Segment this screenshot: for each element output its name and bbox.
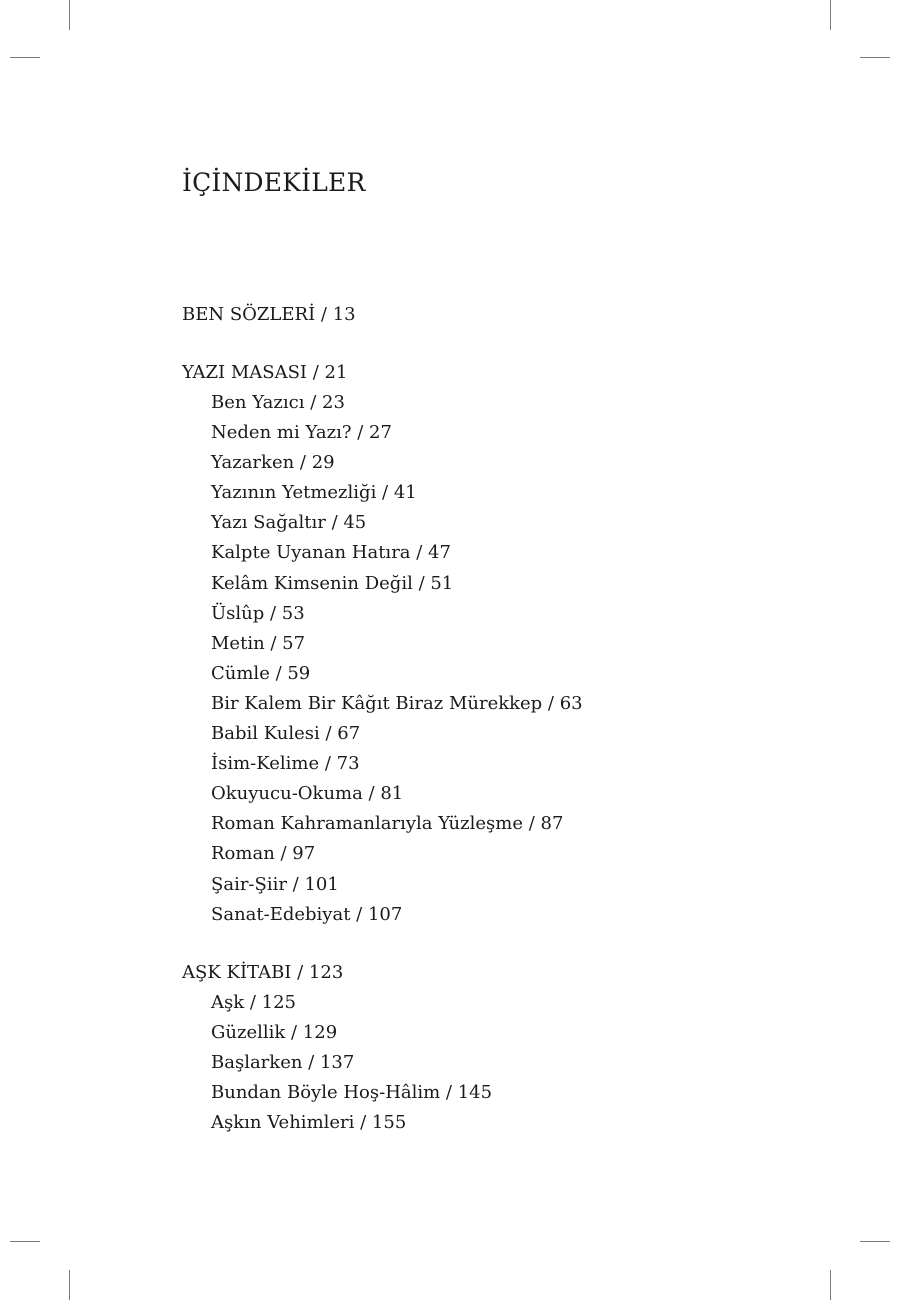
toc-entry: Kalpte Uyanan Hatıra / 47 (211, 542, 451, 564)
toc-entry: Güzellik / 129 (211, 1021, 338, 1043)
toc-entry: Okuyucu-Okuma / 81 (211, 783, 404, 805)
toc-entry: Bir Kalem Bir Kâğıt Biraz Mürekkep / 63 (211, 692, 583, 714)
toc-entry: Roman Kahramanlarıyla Yüzleşme / 87 (211, 813, 564, 835)
crop-mark-top-right-horizontal (860, 57, 890, 58)
toc-entry: Roman / 97 (211, 843, 316, 865)
crop-mark-bottom-left-vertical (69, 1270, 70, 1300)
toc-entry: Bundan Böyle Hoş-Hâlim / 145 (211, 1081, 493, 1103)
toc-section (182, 300, 802, 330)
toc-section-heading: YAZI MASASI / 21 (182, 362, 348, 383)
toc-entry: Aşkın Vehimleri / 155 (211, 1112, 407, 1134)
toc-entry: Neden mi Yazı? / 27 (211, 422, 392, 444)
toc-entry: Cümle / 59 (211, 662, 311, 684)
crop-mark-bottom-left-horizontal (10, 1241, 40, 1242)
toc-entry: Metin / 57 (211, 632, 306, 654)
toc-entry: Üslûp / 53 (211, 602, 305, 624)
toc-entry: Yazı Sağaltır / 45 (211, 512, 367, 534)
toc-section-heading: AŞK KİTABI / 123 (182, 961, 344, 983)
toc-entry: Başlarken / 137 (211, 1051, 355, 1073)
crop-mark-bottom-right-vertical (830, 1270, 831, 1300)
toc-section-heading: BEN SÖZLERİ / 13 (182, 304, 356, 325)
crop-mark-top-right-vertical (830, 0, 831, 30)
toc-entry: Yazının Yetmezliği / 41 (211, 482, 417, 504)
toc-entry: Ben Yazıcı / 23 (211, 392, 345, 413)
toc-section (182, 958, 802, 1138)
toc-entry: Şair-Şiir / 101 (211, 873, 339, 895)
toc-entry: Babil Kulesi / 67 (211, 723, 361, 745)
toc-section (182, 358, 802, 930)
table-of-contents (182, 300, 802, 1166)
crop-mark-top-left-horizontal (10, 57, 40, 58)
toc-entry: Yazarken / 29 (211, 452, 335, 474)
toc-entry: Kelâm Kimsenin Değil / 51 (211, 572, 454, 594)
page-title: İÇİNDEKİLER (182, 168, 366, 197)
crop-mark-bottom-right-horizontal (860, 1241, 890, 1242)
toc-entry: Sanat-Edebiyat / 107 (211, 903, 403, 925)
toc-entry: Aşk / 125 (211, 991, 297, 1013)
toc-entry: İsim-Kelime / 73 (211, 753, 360, 775)
crop-mark-top-left-vertical (69, 0, 70, 30)
